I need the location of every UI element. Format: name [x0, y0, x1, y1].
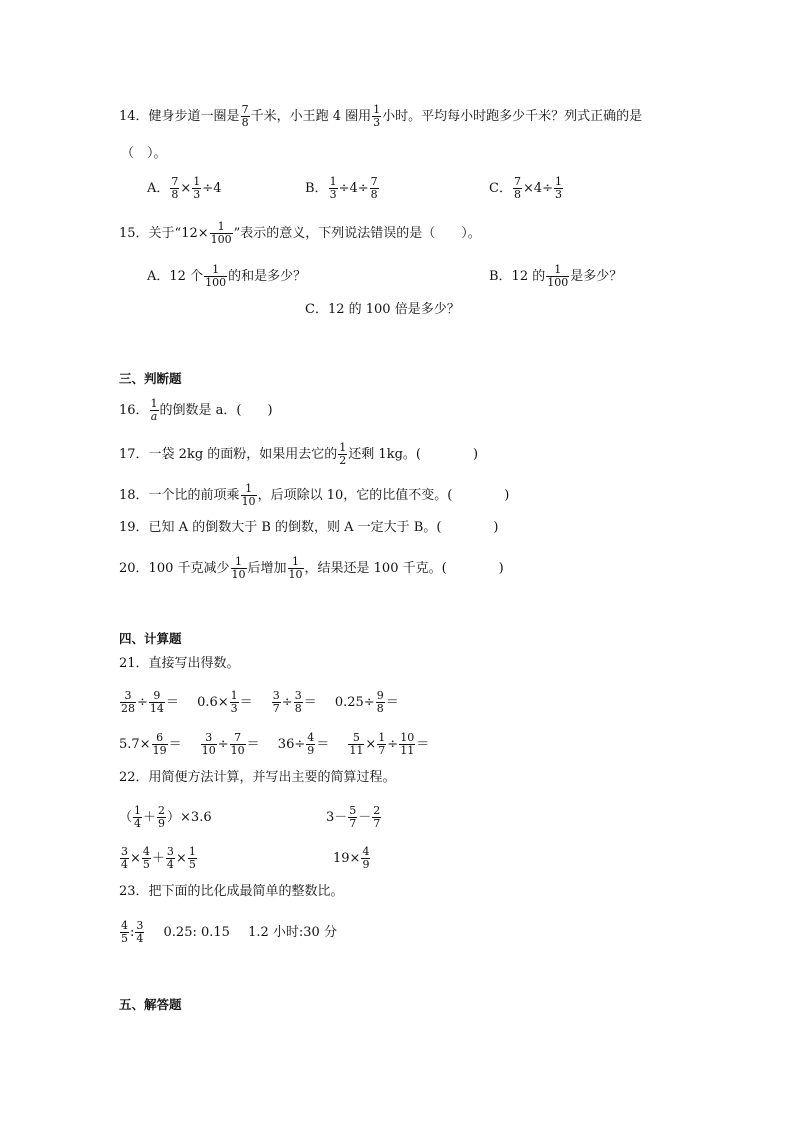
fraction: $\frac{7}{8}$ — [241, 103, 249, 129]
question-17: 17．一袋 2kg 的面粉，如果用去它的 $\frac{1}{2}$ 还剩 1kg。( ) — [119, 441, 479, 467]
q14-option-c[interactable]: C． $\frac{7}{8}$ ×4÷ $\frac{1}{3}$ — [489, 175, 563, 201]
fraction: $\frac{1}{10}$ — [241, 482, 256, 508]
fraction: $\frac{1}{3}$ — [193, 175, 201, 201]
q22-expression-2: 3－ $\frac{5}{7}$ － $\frac{2}{7}$ — [326, 804, 381, 830]
q15-option-b[interactable]: B．12 的 $\frac{1}{100}$ 是多少？ — [489, 263, 623, 289]
expression: $\frac{3}{28}$ ÷ $\frac{9}{14}$ ＝ — [121, 689, 179, 715]
question-21: 21．直接写出得数。 — [119, 656, 240, 671]
q21-row-2 — [119, 732, 443, 757]
expression: $\frac{3}{7}$ ÷ $\frac{3}{8}$ ＝ — [272, 689, 317, 715]
fraction: $\frac{1}{100}$ — [210, 220, 232, 246]
fraction: $\frac{1}{10}$ — [288, 555, 303, 581]
question-16: 16． $\frac{1}{a}$ 的倒数是 a．( ) — [119, 397, 273, 423]
expression: 0.25÷ $\frac{9}{8}$ ＝ — [334, 689, 399, 715]
fraction: $\frac{7}{8}$ — [513, 175, 521, 201]
expression: 0.6× $\frac{1}{3}$ ＝ — [197, 689, 253, 715]
fraction: $\frac{7}{8}$ — [370, 175, 378, 201]
fraction: $\frac{1}{3}$ — [329, 175, 337, 201]
fraction: $\frac{7}{8}$ — [171, 175, 179, 201]
section-heading-solution: 五、解答题 — [119, 997, 182, 1012]
expression: 36÷ $\frac{4}{9}$ ＝ — [277, 731, 330, 757]
q22-expression-3: $\frac{3}{4}$ × $\frac{4}{5}$ ＋ $\frac{3}{4}$ × $\frac{1}{5}$ — [121, 845, 196, 871]
expression: $\frac{5}{11}$ × $\frac{1}{7}$ ÷ $\frac{10}{11}$ ＝ — [349, 731, 430, 757]
question-22: 22．用简便方法计算，并写出主要的简算过程。 — [119, 770, 396, 785]
q21-row-1 — [119, 690, 413, 715]
q22-expression-1: （ $\frac{1}{4}$ ＋ $\frac{2}{9}$ ）×3.6 — [119, 804, 212, 830]
question-14-blank: （ ）。 — [121, 146, 167, 161]
section-heading-calculation: 四、计算题 — [119, 631, 182, 646]
q15-option-c[interactable]: C．12 的 100 倍是多少？ — [305, 302, 460, 317]
question-15: 15．关于“12× $\frac{1}{100}$ ”表示的意义，下列说法错误的是（ ）。 — [119, 220, 481, 246]
expression: 5.7× $\frac{6}{19}$ ＝ — [119, 731, 182, 757]
question-18: 18．一个比的前项乘 $\frac{1}{10}$ ，后项除以 10，它的比值不变。( ) — [119, 482, 510, 508]
fraction: $\frac{1}{3}$ — [555, 175, 563, 201]
q23-ratios — [119, 920, 351, 945]
fraction: $\frac{1}{10}$ — [231, 555, 246, 581]
question-14: 14．健身步道一圈是 $\frac{7}{8}$ 千米，小王跑 4 圈用 $\frac{1}{3}$ 小时。平均每小时跑多少千米？列式正确的是 — [119, 103, 643, 129]
question-20: 20．100 千克减少 $\frac{1}{10}$ 后增加 $\frac{1}{10}$ ，结果还是 100 千克。( ) — [119, 555, 504, 581]
ratio: 0.25: 0.15 — [163, 925, 230, 940]
question-23: 23．把下面的比化成最简单的整数比。 — [119, 884, 344, 899]
fraction: $\frac{1}{a}$ — [150, 397, 158, 423]
fraction: $\frac{1}{100}$ — [205, 263, 227, 289]
ratio: $\frac{4}{5}$ : $\frac{3}{4}$ — [121, 919, 144, 945]
q15-option-a[interactable]: A．12 个 $\frac{1}{100}$ 的和是多少？ — [147, 263, 307, 289]
fraction: $\frac{1}{100}$ — [547, 263, 569, 289]
question-19: 19．已知 A 的倒数大于 B 的倒数，则 A 一定大于 B。( ) — [119, 520, 499, 535]
q22-expression-4: 19× $\frac{4}{9}$ — [333, 845, 370, 871]
q14-option-a[interactable]: A． $\frac{7}{8}$ × $\frac{1}{3}$ ÷4 — [147, 175, 222, 201]
fraction: $\frac{1}{2}$ — [339, 441, 347, 467]
expression: $\frac{3}{10}$ ÷ $\frac{7}{10}$ ＝ — [201, 731, 260, 757]
q14-option-b[interactable]: B． $\frac{1}{3}$ ÷4÷ $\frac{7}{8}$ — [305, 175, 378, 201]
section-heading-judgement: 三、判断题 — [119, 371, 182, 386]
fraction: $\frac{1}{3}$ — [373, 103, 381, 129]
ratio: 1.2 小时:30 分 — [248, 925, 337, 940]
